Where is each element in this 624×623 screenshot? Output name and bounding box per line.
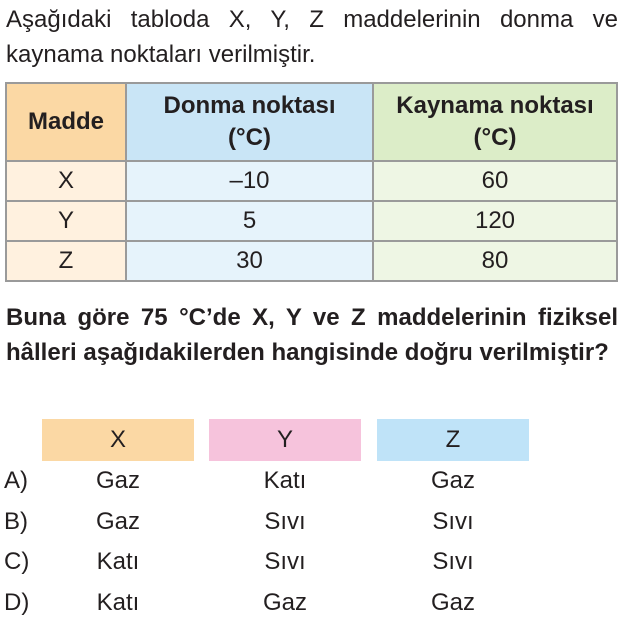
option-letter: A)	[4, 467, 28, 494]
option-y-state: Sıvı	[264, 548, 306, 575]
options-header-z: Z	[377, 419, 529, 461]
header-donma-unit: (°C)	[228, 124, 271, 151]
header-madde: Madde	[6, 83, 126, 161]
option-y-state: Katı	[263, 467, 307, 494]
cell-madde: Z	[6, 241, 126, 281]
option-c[interactable]	[0, 542, 624, 582]
cell-kaynama: 60	[373, 161, 617, 201]
option-x-state: Gaz	[95, 467, 140, 494]
question-text: Buna göre 75 °C’de X, Y ve Z maddelerinin fiziksel hâlleri aşağıdakilerden hangisinde doğru verilmiştir?	[6, 304, 618, 366]
option-letter: C)	[4, 548, 30, 575]
option-letter: B)	[4, 508, 28, 535]
cell-donma: 5	[126, 201, 373, 241]
option-y-state: Sıvı	[264, 508, 306, 535]
intro-text: Aşağıdaki tabloda X, Y, Z maddelerinin donma ve kaynama noktaları verilmiştir.	[6, 6, 618, 68]
option-letter: D)	[4, 589, 30, 616]
cell-kaynama: 120	[373, 201, 617, 241]
option-z-state: Sıvı	[432, 548, 474, 575]
option-z-state: Gaz	[430, 467, 475, 494]
options-header-x: X	[42, 419, 194, 461]
cell-donma: 30	[126, 241, 373, 281]
option-z-state: Sıvı	[432, 508, 474, 535]
option-x-state: Katı	[96, 548, 140, 575]
melting-boiling-table	[5, 82, 618, 282]
header-donma-label: Donma noktası	[163, 92, 336, 119]
option-x-state: Katı	[96, 589, 140, 616]
cell-madde: Y	[6, 201, 126, 241]
header-kaynama-unit: (°C)	[473, 124, 517, 151]
table-row	[6, 201, 617, 241]
option-z-state: Gaz	[430, 589, 475, 616]
cell-madde: X	[6, 161, 126, 201]
cell-donma: –10	[126, 161, 373, 201]
header-kaynama-noktasi	[373, 83, 617, 161]
header-kaynama-label: Kaynama noktası	[396, 92, 594, 119]
options-header-y: Y	[209, 419, 361, 461]
option-y-state: Gaz	[262, 589, 307, 616]
option-d[interactable]	[0, 583, 624, 623]
header-donma-noktasi	[126, 83, 373, 161]
cell-kaynama: 80	[373, 241, 617, 281]
option-a[interactable]	[0, 461, 624, 501]
option-x-state: Gaz	[95, 508, 140, 535]
option-b[interactable]	[0, 502, 624, 542]
table-row	[6, 241, 617, 281]
table-header-row	[6, 83, 617, 161]
table-row	[6, 161, 617, 201]
